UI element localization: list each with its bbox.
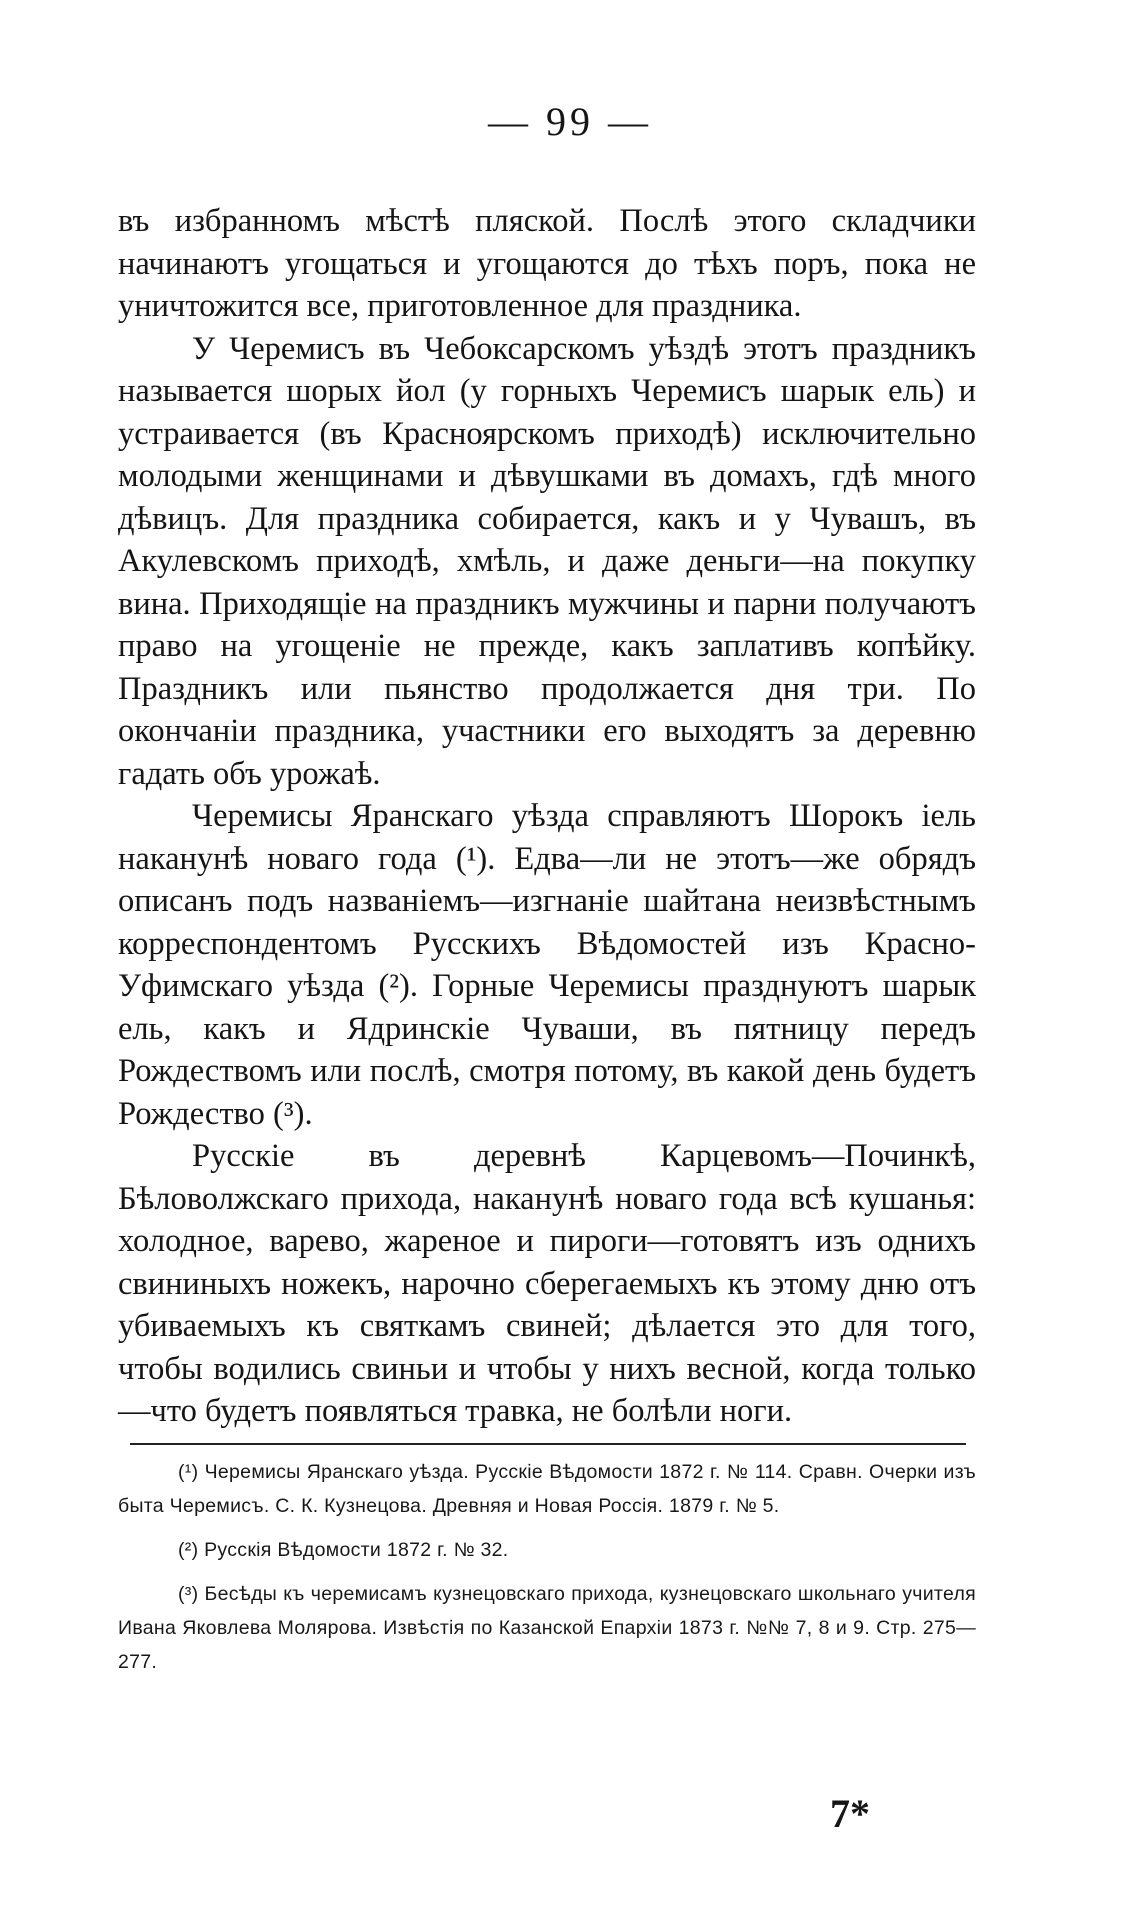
footnote-divider: [130, 1443, 966, 1445]
footnote-2: (²) Русскія Вѣдомости 1872 г. № 32.: [178, 1539, 509, 1561]
footnotes: [118, 1455, 976, 1689]
paragraph-3: Черемисы Яранскаго уѣзда справляютъ Шорокъ іель наканунѣ новаго года (¹). Едва—ли не этотъ—же обрядъ описанъ подъ названіемъ—изгнаніе шайтана неизвѣстнымъ корреспондентомъ Русскихъ Вѣдомостей изъ Красно-Уфимскаго уѣзда (²). Горные Черемисы празднуютъ шарык ель, какъ и Ядринскіе Чуваши, въ пятницу передъ Рождествомъ или послѣ, смотря потому, въ какой день будетъ Рождество (³).: [118, 798, 976, 1132]
paragraph-1: въ избранномъ мѣстѣ пляской. Послѣ этого складчики начинаютъ угощаться и угощаются до тѣхъ поръ, пока не уничтожится все, приготовленное для праздника.: [118, 203, 976, 324]
paragraph-4: Русскіе въ деревнѣ Карцевомъ—Починкѣ, Бѣловолжскаго прихода, наканунѣ новаго года всѣ кушанья: холодное, варево, жареное и пироги—готовятъ изъ однихъ свининыхъ ножекъ, нарочно сберегаемыхъ къ этому дню отъ убиваемыхъ къ святкамъ свиней; дѣлается это для того, чтобы водились свиньи и чтобы у нихъ весной, когда только—что будетъ появляться травка, не болѣли ноги.: [118, 1138, 976, 1429]
paragraph-2: У Черемисъ въ Чебоксарскомъ уѣздѣ этотъ праздникъ называется шорых йол (у горныхъ Черемисъ шарык ель) и устраивается (въ Красноярскомъ приходѣ) исключительно молодыми женщинами и дѣвушками въ домахъ, гдѣ много дѣвицъ. Для праздника собирается, какъ и у Чувашъ, въ Акулевскомъ приходѣ, хмѣль, и даже деньги—на покупку вина. Приходящіе на праздникъ мужчины и парни получаютъ право на угощеніе не прежде, какъ заплативъ копѣйку. Праздникъ или пьянство продолжается дня три. По окончаніи праздника, участники его выходятъ за деревню гадать объ урожаѣ.: [118, 330, 976, 792]
signature-mark: 7*: [830, 1791, 870, 1836]
body-text: [118, 200, 976, 1433]
page-number: — 99 —: [488, 99, 652, 144]
footnote-3: (³) Бесѣды къ черемисамъ кузнецовскаго прихода, кузнецовскаго школьнаго учителя Ивана Яковлева Молярова. Извѣстія по Казанской Епархіи 1873 г. №№ 7, 8 и 9. Стр. 275—277.: [118, 1583, 976, 1673]
footnote-1: (¹) Черемисы Яранскаго уѣзда. Русскіе Вѣдомости 1872 г. № 114. Сравн. Очерки изъ быта Черемисъ. С. К. Кузнецова. Древняя и Новая Россія. 1879 г. № 5.: [118, 1461, 976, 1517]
